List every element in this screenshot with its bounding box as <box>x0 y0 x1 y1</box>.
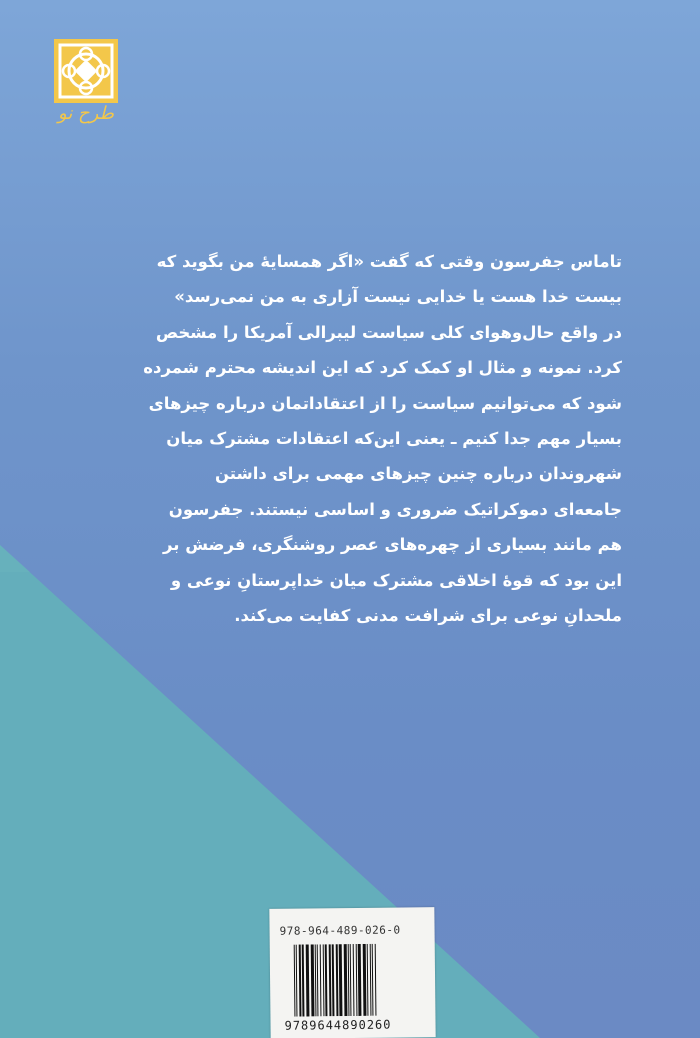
barcode-bar <box>332 944 335 1016</box>
barcode-bar <box>315 944 317 1016</box>
barcode-bar <box>339 944 343 1016</box>
barcode-bar <box>329 944 332 1016</box>
blurb-line: بیست خدا هست یا خدایی نیست آزاری به من نمی‌رسد» <box>174 287 622 307</box>
barcode-bar <box>363 944 367 1016</box>
barcode-bar <box>296 945 298 1017</box>
ean-number: 9789644890260 <box>284 1017 392 1033</box>
barcode-bar <box>325 944 328 1016</box>
back-cover-blurb <box>62 244 622 633</box>
blurb-line: در واقع حال‌وهوای کلی سیاست لیبرالی آمریکا را مشخص <box>155 322 622 342</box>
barcode-bar <box>306 944 310 1016</box>
blurb-line: شهروندان درباره چنین چیزهای مهمی برای داشتن <box>214 464 622 484</box>
barcode-bar <box>323 944 325 1016</box>
barcode-bar <box>370 944 372 1016</box>
barcode-bar <box>299 945 302 1017</box>
barcode-bars <box>292 943 423 1016</box>
blurb-line: این بود که قوهٔ اخلاقی مشترک میان خداپرستانِ نوعی و <box>170 570 622 590</box>
barcode-bar <box>375 944 377 1016</box>
barcode-sticker <box>269 907 435 1038</box>
barcode-bar <box>294 945 296 1017</box>
barcode-bar <box>348 944 350 1016</box>
barcode-bar <box>356 944 358 1016</box>
isbn-number: 978-964-489-026-0 <box>279 923 401 938</box>
barcode-bar <box>344 944 348 1016</box>
blurb-line: کرد. نمونه و مثال او کمک کرد که این اندیشه محترم شمرده <box>143 358 622 378</box>
barcode-bar <box>367 944 369 1016</box>
blurb-line: بسیار مهم جدا کنیم ـ یعنی این‌که اعتقادات مشترک میان <box>166 429 622 449</box>
barcode-bar <box>302 945 305 1017</box>
barcode-bar <box>320 944 322 1016</box>
barcode-bar <box>353 944 355 1016</box>
barcode-bar <box>317 944 319 1016</box>
barcode-bar <box>358 944 362 1016</box>
barcode-bar <box>350 944 352 1016</box>
publisher-name: طرح نو <box>58 103 114 124</box>
barcode-bar <box>336 944 339 1016</box>
barcode-bar <box>372 944 374 1016</box>
barcode-bar <box>311 944 315 1016</box>
blurb-line: تاماس جفرسون وقتی که گفت «اگر همسایهٔ من بگوید که <box>156 252 622 271</box>
blurb-line: شود که می‌توانیم سیاست را از اعتقاداتمان درباره چیزهای <box>148 393 622 413</box>
blurb-line: هم مانند بسیاری از چهره‌های عصر روشنگری، فرضش بر <box>162 535 622 555</box>
blurb-line: جامعه‌ای دموکراتیک ضروری و اساسی نیستند. جفرسون <box>168 499 622 519</box>
blurb-line: ملحدانِ نوعی برای شرافت مدنی کفایت می‌کند. <box>234 606 622 626</box>
